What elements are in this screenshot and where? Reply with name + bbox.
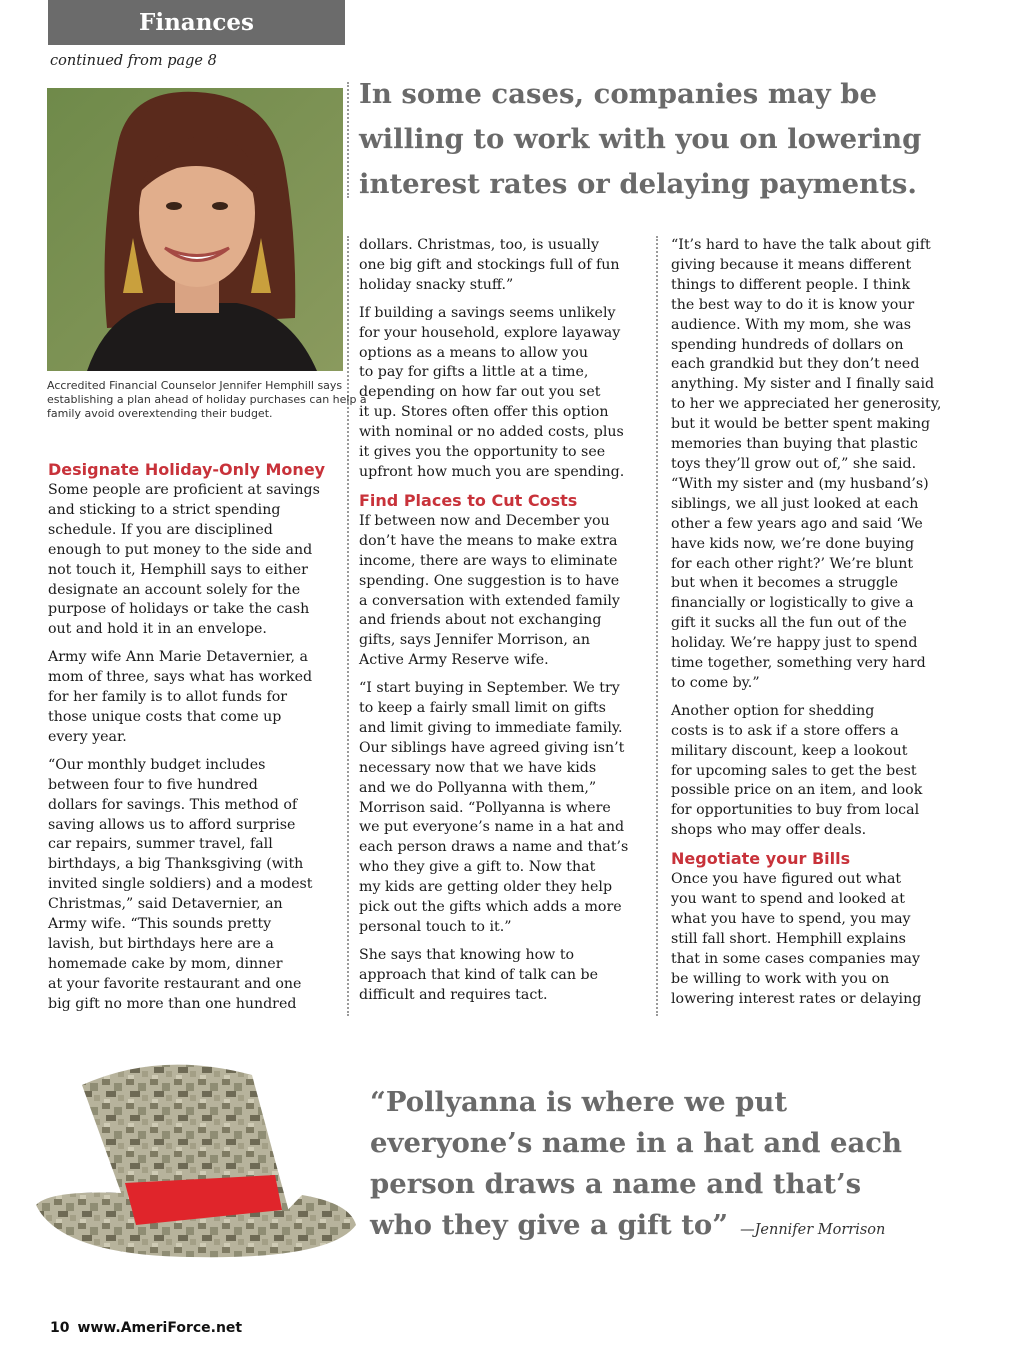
text-line: we put everyone’s name in a hat and: [359, 819, 625, 836]
quote-attribution: —Jennifer Morrison: [740, 1222, 886, 1238]
portrait-photo: [47, 88, 343, 371]
photo-caption: [47, 379, 367, 421]
text-line: She says that knowing how to: [359, 946, 575, 963]
text-line: between four to five hundred: [48, 776, 258, 793]
text-line: and sticking to a strict spending: [48, 501, 281, 518]
text-line: birthdays, a big Thanksgiving (with: [48, 856, 304, 873]
pull-quote-line: “Pollyanna is where we put: [370, 1086, 788, 1118]
text-line: gift it sucks all the fun out of the: [671, 615, 907, 632]
text-line: upfront how much you are spending.: [359, 463, 625, 480]
text-line: schedule. If you are disciplined: [48, 521, 273, 538]
text-line: holiday snacky stuff.”: [359, 276, 514, 293]
text-line: approach that kind of talk can be: [359, 966, 599, 983]
body-paragraph: [359, 679, 651, 938]
text-line: pick out the gifts which adds a more: [359, 899, 622, 916]
pull-quote-line: everyone’s name in a hat and each: [370, 1127, 903, 1159]
website-link[interactable]: www.AmeriForce.net: [77, 1320, 243, 1336]
caption-line: family avoid overextending their budget.: [47, 407, 273, 420]
text-line: what you have to spend, you may: [671, 911, 911, 927]
body-paragraph: [671, 870, 963, 1009]
text-line: dollars for savings. This method of: [48, 796, 298, 813]
text-line: for your household, explore layaway: [359, 324, 621, 341]
text-line: you want to spend and looked at: [671, 891, 905, 908]
text-line: anything. My sister and I finally said: [671, 376, 935, 393]
section-heading: Find Places to Cut Costs: [359, 490, 578, 510]
text-line: military discount, keep a lookout: [671, 742, 908, 759]
text-line: difficult and requires tact.: [359, 986, 548, 1003]
column-3: [671, 236, 963, 1018]
text-line: and limit giving to immediate family.: [359, 719, 623, 736]
column-divider: [656, 236, 658, 1016]
text-line: car repairs, summer travel, fall: [48, 836, 273, 853]
text-line: audience. With my mom, she was: [671, 316, 911, 333]
text-line: it gives you the opportunity to see: [359, 444, 606, 461]
text-line: for each other right?’ We’re blunt: [671, 555, 914, 572]
body-paragraph: [48, 481, 340, 640]
text-line: lowering interest rates or delaying: [671, 990, 922, 1007]
pull-quote-text: who they give a gift to”: [370, 1209, 729, 1241]
body-paragraph: [671, 702, 963, 841]
text-line: financially or logistically to give a: [671, 595, 914, 612]
pull-quote-line: person draws a name and that’s: [370, 1168, 862, 1200]
text-line: Once you have figured out what: [671, 871, 902, 888]
text-line: costs is to ask if a store offers a: [671, 722, 899, 739]
text-line: options as a means to allow you: [359, 344, 588, 361]
text-line: Another option for shedding: [671, 702, 875, 719]
pull-quote-bottom: [370, 1082, 1010, 1251]
continued-note: continued from page 8: [50, 53, 217, 69]
text-line: “With my sister and (my husband’s): [671, 475, 929, 492]
text-line: the best way to do it is know your: [671, 296, 915, 313]
text-line: have kids now, we’re done buying: [671, 535, 915, 552]
text-line: Active Army Reserve wife.: [359, 652, 549, 669]
body-paragraph: [359, 236, 651, 296]
pull-quote-line: willing to work with you on lowering: [359, 123, 922, 155]
section-heading: Negotiate your Bills: [671, 849, 851, 869]
text-line: homemade cake by mom, dinner: [48, 955, 283, 972]
text-line: dollars. Christmas, too, is usually: [359, 237, 599, 253]
text-line: at your favorite restaurant and one: [48, 975, 302, 992]
text-line: out and hold it in an envelope.: [48, 621, 267, 638]
column-divider: [347, 82, 349, 198]
section-tab: Finances: [48, 0, 345, 45]
text-line: spending. One suggestion is to have: [359, 572, 620, 589]
caption-line: Accredited Financial Counselor Jennifer Hemphill says: [47, 379, 343, 392]
text-line: saving allows us to afford surprise: [48, 816, 296, 833]
text-line: enough to put money to the side and: [48, 541, 313, 558]
pull-quote-line: In some cases, companies may be: [359, 78, 878, 110]
text-line: to come by.”: [671, 674, 760, 691]
pull-quote-top: [359, 72, 989, 207]
text-line: Our siblings have agreed giving isn’t: [359, 739, 625, 756]
body-paragraph: [359, 946, 651, 1006]
text-line: each person draws a name and that’s: [359, 839, 629, 856]
text-line: every year.: [48, 728, 127, 745]
text-line: toys they’ll grow out of,” she said.: [671, 455, 917, 472]
text-line: memories than buying that plastic: [671, 436, 918, 453]
text-line: “It’s hard to have the talk about gift: [671, 237, 931, 253]
text-line: personal touch to it.”: [359, 919, 512, 935]
text-line: purpose of holidays or take the cash: [48, 601, 310, 618]
text-line: Army wife. “This sounds pretty: [48, 916, 272, 933]
text-line: but it would be better spent making: [671, 416, 931, 433]
caption-line: establishing a plan ahead of holiday purchases can help a: [47, 393, 367, 406]
text-line: “Our monthly budget includes: [48, 756, 266, 773]
text-line: Christmas,” said Detavernier, an: [48, 896, 283, 913]
text-line: shops who may offer deals.: [671, 822, 867, 839]
text-line: Morrison said. “Pollyanna is where: [359, 799, 611, 816]
text-line: other a few years ago and said ‘We: [671, 515, 923, 532]
text-line: to her we appreciated her generosity,: [671, 396, 942, 413]
camouflage-top-hat-illustration: [30, 1055, 365, 1260]
text-line: with nominal or no added costs, plus: [359, 424, 624, 441]
text-line: it up. Stores often offer this option: [359, 404, 609, 421]
text-line: who they give a gift to. Now that: [359, 859, 596, 876]
text-line: not touch it, Hemphill says to either: [48, 561, 308, 578]
text-line: one big gift and stockings full of fun: [359, 256, 620, 273]
text-line: designate an account solely for the: [48, 581, 301, 598]
text-line: gifts, says Jennifer Morrison, an: [359, 632, 590, 649]
text-line: Army wife Ann Marie Detavernier, a: [48, 649, 308, 666]
text-line: time together, something very hard: [671, 655, 926, 672]
text-line: a conversation with extended family: [359, 592, 620, 609]
portrait-illustration: [47, 88, 343, 371]
text-line: that in some cases companies may: [671, 950, 921, 967]
text-line: to pay for gifts a little at a time,: [359, 364, 589, 381]
text-line: Some people are proficient at savings: [48, 482, 320, 498]
page-footer: [50, 1320, 242, 1336]
text-line: for opportunities to buy from local: [671, 802, 920, 819]
text-line: If building a savings seems unlikely: [359, 304, 616, 321]
text-line: for her family is to allot funds for: [48, 689, 288, 706]
text-line: each grandkid but they don’t need: [671, 356, 920, 373]
text-line: invited single soldiers) and a modest: [48, 876, 313, 893]
text-line: and we do Pollyanna with them,”: [359, 779, 597, 796]
text-line: and friends about not exchanging: [359, 612, 602, 629]
column-divider: [347, 236, 349, 1016]
text-line: things to different people. I think: [671, 276, 911, 293]
body-paragraph: [671, 236, 963, 694]
body-paragraph: [48, 756, 340, 1015]
text-line: necessary now that we have kids: [359, 759, 597, 776]
text-line: giving because it means different: [671, 256, 912, 273]
section-heading: Designate Holiday-Only Money: [48, 460, 326, 479]
text-line: to keep a fairly small limit on gifts: [359, 700, 606, 717]
text-line: but when it becomes a struggle: [671, 575, 899, 592]
page-number: 10: [50, 1320, 70, 1336]
text-line: spending hundreds of dollars on: [671, 336, 904, 353]
text-line: my kids are getting older they help: [359, 879, 613, 896]
text-line: those unique costs that come up: [48, 708, 282, 725]
text-line: for upcoming sales to get the best: [671, 762, 917, 779]
text-line: If between now and December you: [359, 512, 610, 529]
text-line: possible price on an item, and look: [671, 782, 923, 799]
column-2: [359, 236, 651, 1014]
text-line: be willing to work with you on: [671, 970, 890, 987]
column-1: [48, 460, 340, 1023]
text-line: holiday. We’re happy just to spend: [671, 635, 918, 652]
pull-quote-line: interest rates or delaying payments.: [359, 168, 917, 200]
body-paragraph: [48, 648, 340, 748]
body-paragraph: [359, 304, 651, 483]
body-paragraph: [359, 512, 651, 671]
text-line: siblings, we all just looked at each: [671, 495, 919, 512]
text-line: mom of three, says what has worked: [48, 669, 313, 686]
text-line: don’t have the means to make extra: [359, 532, 618, 549]
text-line: depending on how far out you set: [359, 384, 601, 401]
text-line: lavish, but birthdays here are a: [48, 935, 274, 952]
text-line: big gift no more than one hundred: [48, 995, 297, 1012]
text-line: “I start buying in September. We try: [359, 680, 620, 697]
text-line: income, there are ways to eliminate: [359, 552, 618, 569]
text-line: still fall short. Hemphill explains: [671, 930, 906, 947]
pull-quote-line-last: [370, 1205, 1010, 1251]
